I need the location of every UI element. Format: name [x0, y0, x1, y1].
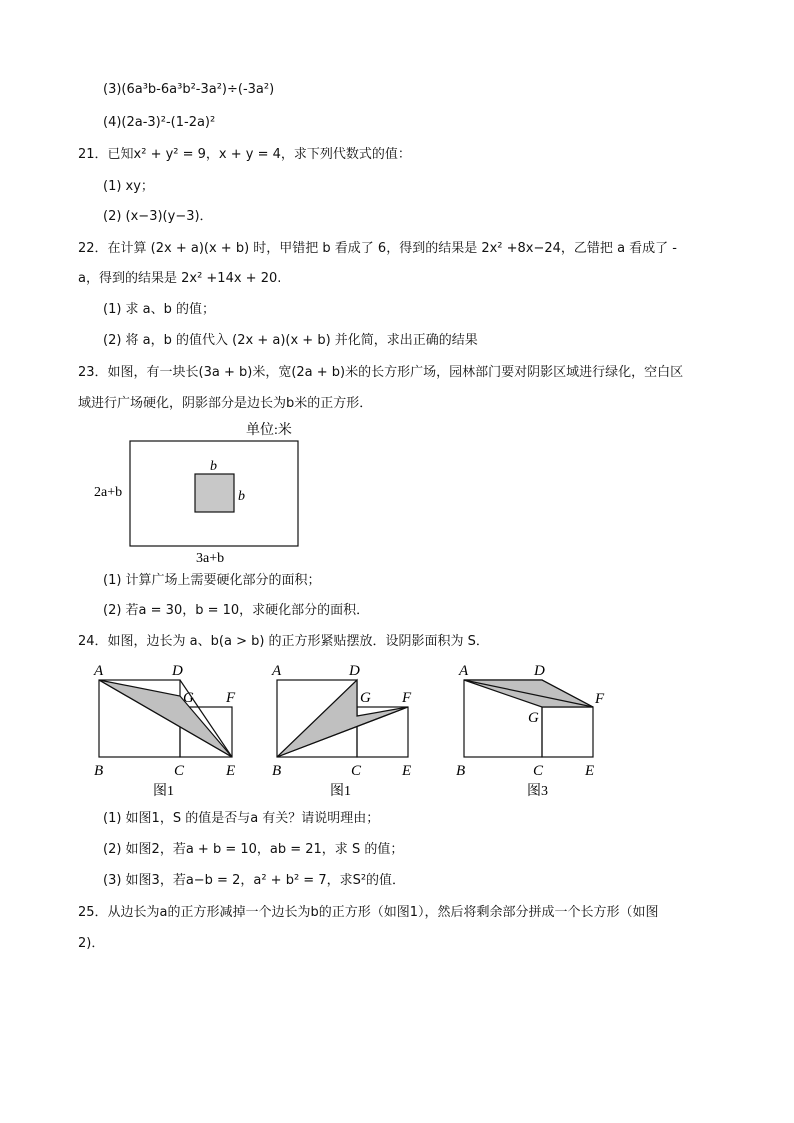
q21-stem: 21．已知x² + y² = 9，x + y = 4，求下列代数式的值： [78, 147, 411, 162]
q21-part2: (2) (x−3)(y−3)． [103, 209, 213, 224]
fig3-label-F: F [595, 691, 605, 707]
fig2-label-C: C [351, 763, 362, 779]
q20-part4: (4)(2a-3)²-(1-2a)² [103, 115, 216, 130]
q23-stem-line1: 23．如图，有一块长(3a + b)米，宽(2a + b)米的长方形广场，园林部门要对阴影区域进行绿化，空白区 [78, 365, 684, 380]
fig1-line-ae [99, 680, 232, 757]
q22-stem-line2: a，得到的结果是 2x² +14x + 20. [78, 271, 282, 286]
fig2-caption: 图1 [330, 784, 351, 799]
q22-stem-line1: 22．在计算 (2x + a)(x + b) 时，甲错把 b 看成了 6，得到的结果是 2x² +8x−24，乙错把 a 看成了 - [78, 241, 677, 256]
fig2-label-D: D [349, 663, 360, 679]
fig3-label-A: A [459, 663, 469, 679]
q22-part2: (2) 将 a，b 的值代入 (2x + a)(x + b) 并化简，求出正确的结果 [103, 333, 478, 348]
shaded-square [195, 474, 234, 512]
fig1-label-D: D [172, 663, 183, 679]
fig1-caption: 图1 [153, 784, 174, 799]
q25-stem-line1: 25．从边长为a的正方形减掉一个边长为b的正方形（如图1），然后将剩余部分拼成一个长方形（如图 [78, 905, 659, 920]
top-b-label: b [210, 459, 217, 474]
q23-stem-line2: 域进行广场硬化，阴影部分是边长为b米的正方形． [78, 396, 373, 411]
fig3-label-C: C [533, 763, 544, 779]
q24-part3: (3) 如图3，若a−b = 2，a² + b² = 7，求S²的值． [103, 873, 406, 888]
q24-part1: (1) 如图1，S 的值是否与a 有关？请说明理由； [103, 811, 380, 826]
fig3-label-D: D [534, 663, 545, 679]
length-label: 3a+b [196, 551, 225, 566]
q23-part1: (1) 计算广场上需要硬化部分的面积； [103, 573, 321, 588]
fig2-label-E: E [402, 763, 412, 779]
q23-figure [80, 415, 320, 570]
fig3-caption: 图3 [527, 784, 548, 799]
fig1-label-E: E [226, 763, 236, 779]
fig1-label-C: C [174, 763, 185, 779]
fig1-label-G: G [183, 690, 194, 706]
fig2-shaded [277, 680, 408, 757]
fig1-label-F: F [226, 690, 236, 706]
fig3-label-E: E [585, 763, 595, 779]
q24-fig1 [99, 680, 232, 757]
q25-stem-line2: 2)． [78, 936, 105, 951]
q20-part3: (3)(6a³b-6a³b²-3a²)÷(-3a²) [103, 82, 275, 97]
q23-part2: (2) 若a = 30，b = 10，求硬化部分的面积． [103, 603, 370, 618]
fig2-label-B: B [272, 763, 282, 779]
fig2-label-A: A [272, 663, 282, 679]
fig3-label-B: B [456, 763, 466, 779]
right-b-label: b [238, 489, 245, 504]
q24-fig2 [277, 680, 408, 757]
fig1-label-A: A [94, 663, 104, 679]
unit-label: 单位:米 [246, 423, 292, 438]
fig3-square-b [542, 707, 593, 757]
width-label: 2a+b [94, 485, 123, 500]
fig2-label-F: F [402, 690, 412, 706]
q24-part2: (2) 如图2，若a + b = 10，ab = 21，求 S 的值； [103, 842, 404, 857]
q21-part1: (1) xy； [103, 179, 154, 194]
fig3-label-G: G [528, 710, 539, 726]
fig1-label-B: B [94, 763, 104, 779]
q24-figures [0, 655, 794, 800]
q24-stem: 24．如图，边长为 a、b(a > b) 的正方形紧贴摆放．设阴影面积为 S． [78, 634, 489, 649]
q22-part1: (1) 求 a、b 的值； [103, 302, 216, 317]
fig2-label-G: G [360, 690, 371, 706]
